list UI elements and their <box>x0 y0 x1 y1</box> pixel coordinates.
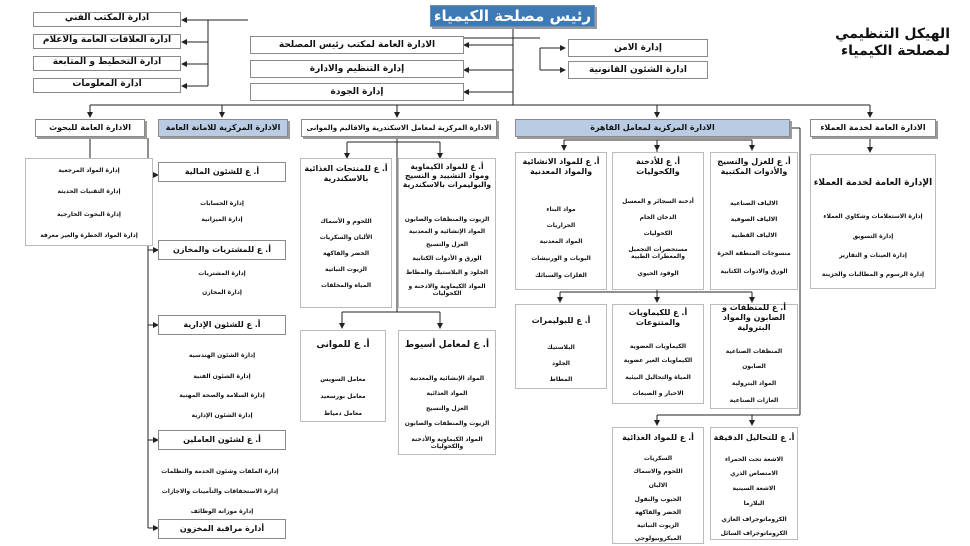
legal-affairs-box <box>568 61 708 79</box>
research-item: إدارة المواد المرجعية <box>58 167 120 174</box>
cairo-textile-item: الالياف القطنية <box>731 232 777 239</box>
chemicals-item: المياة والتحاليل البيئية <box>625 374 691 381</box>
assiut-item: الزيوت والمنظفات والصابون <box>404 420 490 427</box>
precise-item: الامتصاص الذري <box>730 470 778 477</box>
group-title: أ. ع للمشتريات والمخازن <box>173 245 271 254</box>
polymers-title: أ. ع للبوليمرات <box>531 316 591 325</box>
box-label: ادارة العلاقات العامة والاعلام <box>42 35 172 45</box>
food-item: اللحوم والاسماك <box>633 468 683 475</box>
cairo-labs-dept <box>515 119 790 137</box>
research-item: إدارة البحوث الخارجية <box>57 211 121 218</box>
alex-chem-item: المواد الإنشائية و المعدنية <box>408 228 486 235</box>
cairo-textile-item: الالياف الصناعية <box>730 200 778 207</box>
cairo-construction-item: مواد البناء <box>546 206 576 213</box>
polymers-item: البلاستيك <box>547 344 575 351</box>
assiut-title: أ. ع لمعامل أسيوط <box>404 340 490 350</box>
box-label: إدارة التنظيم والادارة <box>309 64 405 74</box>
cairo-construction-item: الفلزات والسبائك <box>535 272 587 279</box>
employees-item: إدارة موزانة الوظائف <box>190 508 254 515</box>
admin-group-title <box>158 315 286 335</box>
dept-label: الادارة المركزية لمعامل الاسكندرية والاقاليم والموانى <box>306 124 492 132</box>
dept-label: الادارة العامة لخدمة العملاء <box>820 123 926 132</box>
alex-chem-item: الزيوت والمنظفات والصابون <box>404 216 490 223</box>
cairo-smoke-item: مستحضرات التجميل والمعطرات الطبية <box>628 246 688 260</box>
information-box <box>33 78 181 93</box>
admin-item: إدارة الشئون الإدارية <box>191 412 253 419</box>
box-label: إدارة الامن <box>614 43 662 53</box>
head-office-box <box>250 36 464 54</box>
box-label: ادارة المكتب الفني <box>64 13 150 23</box>
polymers-item: الجلود <box>552 360 570 367</box>
cairo-textile-title: أ. ع للغزل والنسيج والأدوات المكتبية <box>717 157 791 176</box>
admin-item: إدارة الشئون الفنية <box>193 373 251 380</box>
detergents-item: الغازات الصناعية <box>729 397 779 404</box>
ports-item: معامل بورسعيد <box>320 393 366 400</box>
security-box <box>568 39 708 57</box>
cairo-smoke-item: الكحوليات <box>643 230 673 237</box>
dept-label: الادارة العامة للبحوث <box>49 123 131 132</box>
cairo-textile-item: الالياف الصوفية <box>730 216 778 223</box>
alex-food-item: اللحوم و الأسماك <box>320 218 372 225</box>
box-label: إدارة الجودة <box>330 87 384 97</box>
finance-item: إدارة الميزانية <box>201 216 243 223</box>
precise-item: البلازما <box>743 500 765 507</box>
quality-box <box>250 83 464 101</box>
alex-chem-item: الجلود و البلاستيك والمطاط <box>405 269 488 276</box>
cairo-smoke-title: أ. ع للأدخنة والكحوليات <box>636 157 680 176</box>
ports-title: أ. ع للموانى <box>316 340 370 350</box>
secretariat-dept <box>158 119 288 137</box>
purchasing-group-title <box>158 240 286 260</box>
alexandria-dept <box>301 119 497 137</box>
cairo-construction-item: البويات و الورنيشات <box>531 255 591 262</box>
dept-label: الادارة المركزية لمعامل القاهرة <box>590 123 715 132</box>
cairo-construction-item: الحراريات <box>546 222 576 229</box>
box-label: ادارة الشئون القانونية <box>588 65 688 75</box>
alex-chem-item: الغزل والنسيج <box>425 241 469 248</box>
assiut-item: الغزل والنسيج <box>425 405 469 412</box>
ports-item: معامل دمياط <box>323 410 363 417</box>
precise-item: الكروماتوجراف السائل <box>720 530 788 537</box>
employees-item: إدارة الاستحقاقات والتأمينات والاجازات <box>161 488 279 495</box>
employees-group-title <box>158 430 286 450</box>
assiut-item: المواد الكيماوية والأدخنة والكحوليات <box>411 436 483 450</box>
cairo-smoke-item: الدخان الخام <box>639 214 677 221</box>
employees-item: إدارة الملفات وشئون الخدمة والتظلمات <box>161 468 279 475</box>
cairo-textile-item: منسوجات المنطقة الحرة <box>717 250 791 257</box>
inventory-control-box <box>158 519 286 539</box>
group-title: أ. ع لشئون العاملين <box>183 435 261 444</box>
polymers-item: المطاط <box>549 376 573 383</box>
alex-chem-item: المواد الكيماوية والادخنة و الكحوليات <box>408 283 486 297</box>
purchasing-item: إدارة المشتريات <box>198 270 246 277</box>
food-item: الالبان <box>648 482 668 489</box>
food-item: الحبوب والبقول <box>634 496 682 503</box>
alex-food-title: أ. ع للمنتجات الغذائية بالاسكندرية <box>304 164 388 183</box>
admin-item: إدارة الشئون الهندسية <box>188 352 256 359</box>
precise-item: الاشعة تحت الحمراء <box>724 456 784 463</box>
customers-inner-box <box>810 154 936 289</box>
cairo-smoke-item: الوقود الحيوي <box>637 270 679 277</box>
research-dept <box>35 119 145 137</box>
box-label: ادارة التخطيط و المتابعة <box>52 57 162 67</box>
research-item: إدارة التقنيات الحديثة <box>57 188 121 195</box>
technical-office-box <box>33 12 181 27</box>
group-title: أ. ع للشئون الإدارية <box>183 320 261 329</box>
planning-box <box>33 56 181 71</box>
box-label: أدارة مراقبة المخزون <box>179 524 265 533</box>
precise-item: الاشعة السينية <box>732 485 776 492</box>
chemicals-item: الكيماويات العضوية <box>629 343 687 350</box>
cairo-smoke-item: أدخنة السجائر و المعسل <box>622 198 694 205</box>
chemicals-item: الكيماويات الغير عضوية <box>623 357 693 364</box>
precise-box <box>710 427 798 540</box>
detergents-item: المواد البترولية <box>731 380 777 387</box>
detergents-item: المنظفات الصناعية <box>725 348 783 355</box>
cairo-textile-item: الورق والادوات الكتابية <box>720 268 788 275</box>
cairo-construction-item: المواد المعدنية <box>539 238 583 245</box>
customers-item: إدارة الرسوم و المطالبات والخزينة <box>821 271 925 278</box>
food-item: الخضر والفاكهة <box>634 509 682 516</box>
alex-chem-item: الورق و الأدوات الكتابية <box>412 255 482 262</box>
detergents-title: أ. ع للمنظفات و الصابون والمواد البترولية <box>721 303 787 332</box>
chemistry-authority-head <box>430 5 595 27</box>
customers-item: إدارة التسويق <box>852 233 894 240</box>
food-item: الزيوت النباتية <box>637 522 679 529</box>
alex-food-item: الخضر والفاكهة <box>322 250 370 257</box>
box-label: ادارة المعلومات <box>72 79 142 89</box>
alex-food-item: الزيوت النباتية <box>325 266 367 273</box>
admin-item: إدارة السلامة والصحة المهنية <box>179 392 265 399</box>
finance-group-title <box>158 162 286 182</box>
alex-food-item: المياه والمخلفات <box>320 282 372 289</box>
organization-box <box>250 60 464 78</box>
research-item: إدارة المواد الخطرة والغير معرفة <box>40 232 138 239</box>
org-chart-title <box>835 26 950 60</box>
assiut-item: المواد الغذائية <box>426 390 468 397</box>
customer-service-dept <box>810 119 936 137</box>
org-title-line1: الهيكل التنظيمي <box>835 26 950 42</box>
cairo-construction-title: أ. ع للمواد الانشائية والمواد المعدنية <box>522 157 600 176</box>
detergents-item: الصابون <box>742 363 766 370</box>
chemicals-item: الاحبار و الصبغات <box>632 390 684 397</box>
group-title: أ. ع للشئون المالية <box>184 167 260 176</box>
customers-item: إدارة الاستعلامات وشكاوي العملاء <box>823 213 923 220</box>
org-title-line2: لمصلحة الكيمياء <box>840 43 950 59</box>
box-label: الادارة العامة لمكتب رئيس المصلحة <box>278 40 436 50</box>
finance-item: إدارة الحسابات <box>200 200 244 207</box>
public-relations-box <box>33 34 181 49</box>
precise-title: أ. ع للتحاليل الدقيقة <box>713 433 795 442</box>
head-title: رئيس مصلحة الكيمياء <box>433 7 592 25</box>
customers-inner-title: الإدارة العامة لخدمة العملاء <box>813 178 933 188</box>
food-item: الميكروبيولوجي <box>634 535 682 542</box>
assiut-item: المواد الإنشائية والمعدنية <box>409 375 485 382</box>
dept-label: الادارة المركزية للامانة العامة <box>165 123 281 132</box>
food-item: السكريات <box>643 455 673 462</box>
precise-item: الكروماتوجراف الغازي <box>721 516 787 523</box>
alex-food-item: الألبان والسكريات <box>319 234 373 241</box>
food-title: أ. ع للمواد الغذائية <box>622 433 694 442</box>
alex-chem-title: أ. ع للمواد الكيماوية ومواد التشييد و النسيج والبوليمرات بالاسكندرية <box>402 162 492 189</box>
purchasing-item: إدارة المخازن <box>202 289 242 296</box>
chemicals-title: أ. ع للكيماويات والمتنوعات <box>628 308 688 327</box>
customers-item: إدارة العينات و التقارير <box>839 252 907 259</box>
ports-item: معامل السويس <box>320 376 366 383</box>
